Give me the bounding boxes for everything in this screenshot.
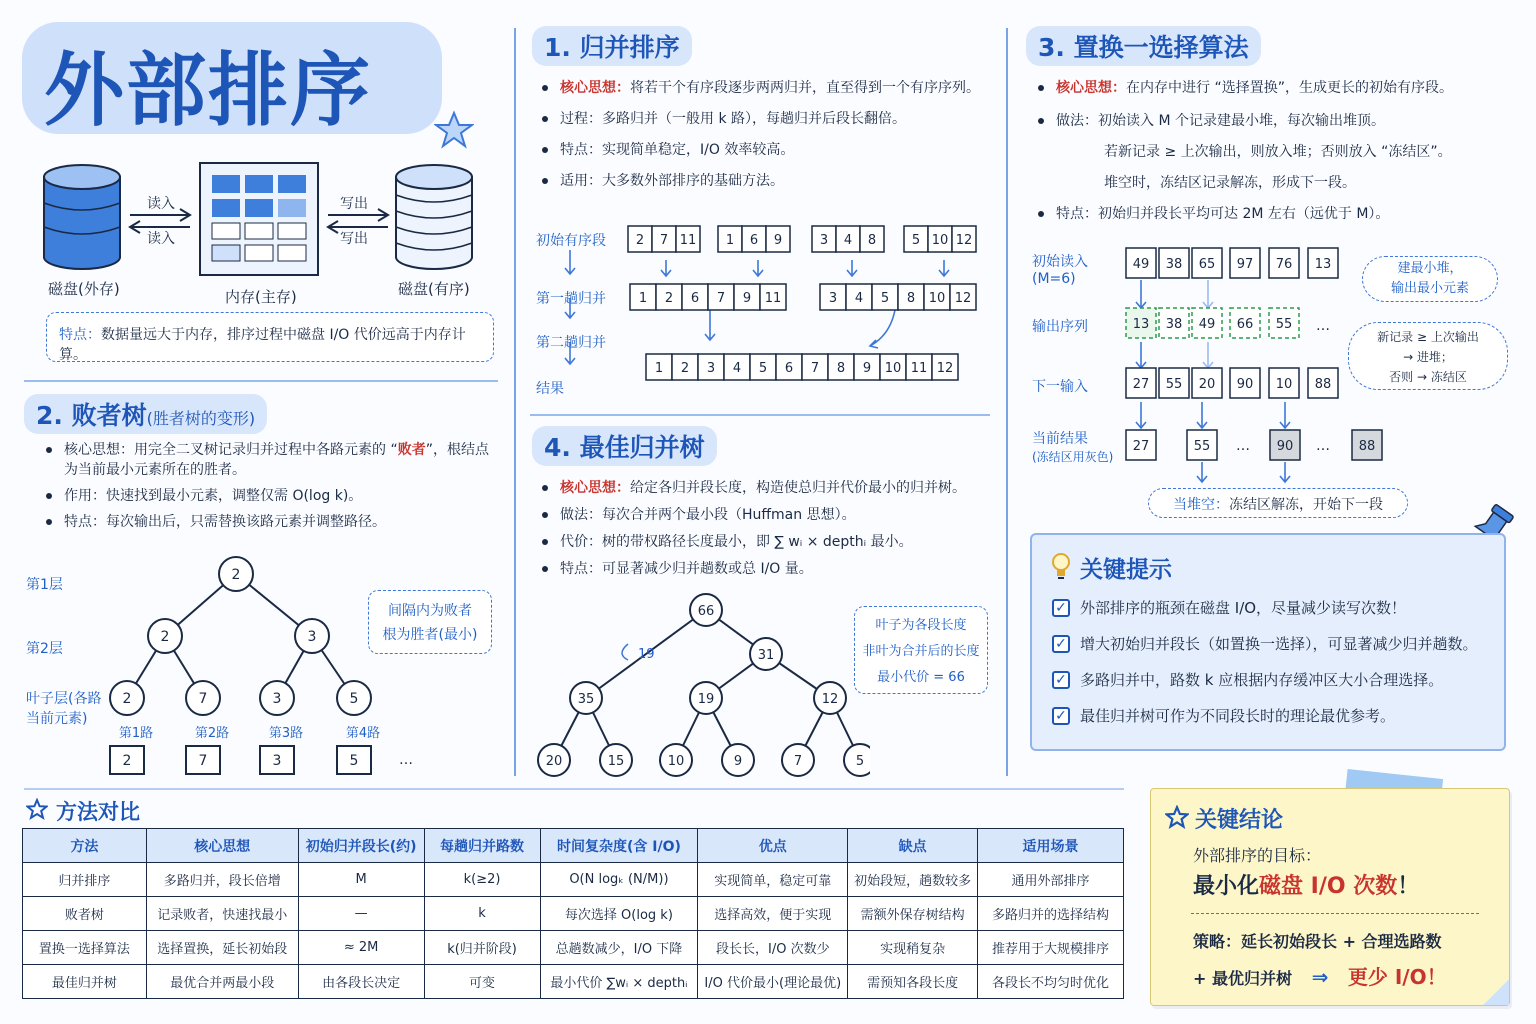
pass1-box-label: 9	[742, 291, 752, 306]
star-outline-icon	[26, 798, 48, 820]
run-box-label: 3	[819, 233, 829, 248]
tip-item: ✓ 增大初始归并段长（如置换一选择），可显著减少归并趟数。	[1052, 633, 1478, 654]
divider-middle	[530, 414, 990, 416]
conclusion-goal: 最小化磁盘 I/O 次数！	[1193, 874, 1420, 899]
pass2-box-label: 1	[654, 361, 664, 376]
route-label: 第2路	[194, 726, 230, 741]
pass1-box-label: 3	[828, 291, 838, 306]
tree-node-label: 15	[607, 754, 625, 769]
tree-node-label: 12	[821, 692, 839, 707]
route-label: 第1路	[118, 726, 154, 741]
checkbox-icon: ✓	[1052, 635, 1070, 653]
checkbox-icon: ✓	[1052, 599, 1070, 617]
column-header: 时间复杂度(含 I/O)	[540, 829, 698, 863]
divider-left-1	[24, 380, 498, 382]
rs-box-label: 10	[1275, 377, 1293, 392]
run-box-label: 10	[931, 233, 949, 248]
rs-row4-label-1: 当前结果	[1032, 431, 1088, 447]
memory-grid-icon	[200, 163, 318, 275]
list-item: 核心思想：在内存中进行 “选择置换”，生成更长的初始有序段。	[1034, 78, 1524, 98]
rs-box-label: 90	[1236, 377, 1254, 392]
replacement-title: 3. 置换一选择算法	[1026, 26, 1261, 66]
run-box-label: 5	[911, 233, 921, 248]
rs-result-box-label: 90	[1276, 439, 1294, 454]
pass2-box-label: 5	[758, 361, 768, 376]
tree-node-label: 2	[122, 691, 132, 707]
merge-row4-label: 结果	[536, 381, 564, 397]
merge-sort-bullets	[538, 78, 998, 191]
rs-row2-label: 输出序列	[1032, 319, 1088, 335]
rs-box-label: 97	[1236, 257, 1254, 272]
pass2-box-label: 11	[910, 361, 928, 376]
pass2-box-label: 9	[862, 361, 872, 376]
pass2-box-label: 7	[810, 361, 820, 376]
note-corner	[1483, 979, 1509, 1005]
pass2-box-label: 8	[836, 361, 846, 376]
run-box-label: 7	[659, 233, 669, 248]
column-header: 核心思想	[146, 829, 298, 863]
list-item: 适用：大多数外部排序的基础方法。	[538, 171, 998, 191]
rs-box-label: 55	[1165, 377, 1183, 392]
pass1-box-label: 5	[880, 291, 890, 306]
loser-tree-note: 间隔内为败者 根为胜者(最小)	[368, 590, 492, 654]
run-box-label: 2	[635, 233, 645, 248]
column-header: 优点	[698, 829, 848, 863]
merge-boxes	[628, 226, 976, 380]
conclusion-note	[1150, 788, 1510, 1006]
column-header: 适用场景	[978, 829, 1124, 863]
pass1-box-label: 10	[928, 291, 946, 306]
lightbulb-icon	[1048, 551, 1074, 581]
run-box-label: 4	[843, 233, 853, 248]
tree-node-label: 7	[793, 754, 803, 769]
route-value: 5	[349, 753, 359, 769]
pass2-box-label: 12	[936, 361, 954, 376]
pass1-box-label: 11	[764, 291, 782, 306]
run-box-label: 8	[867, 233, 877, 248]
divider-vertical-2	[1006, 28, 1008, 776]
rs-result-box-label: 27	[1132, 439, 1150, 454]
pass1-box-label: 8	[906, 291, 916, 306]
tree-node-label: 10	[667, 754, 685, 769]
tree-node-label: 3	[307, 629, 317, 645]
overview-feature-box	[46, 312, 494, 362]
column-header: 方法	[23, 829, 147, 863]
tree-node-label: 66	[697, 604, 715, 619]
rs-output-box-label: 49	[1198, 317, 1216, 332]
tree-node-label: 5	[855, 754, 865, 769]
route-value: 7	[198, 753, 208, 769]
rs-result-box-label: 55	[1193, 439, 1211, 454]
rs-box-label: 65	[1198, 257, 1216, 272]
rs-bubble-1: 建最小堆， 输出最小元素	[1362, 256, 1498, 302]
route-value: 2	[122, 753, 132, 769]
pass2-box-label: 6	[784, 361, 794, 376]
pass1-box-label: 12	[954, 291, 972, 306]
rs-box-label: 27	[1132, 377, 1150, 392]
feature-label: 特点：	[59, 327, 101, 343]
rs-ellipsis: …	[1316, 438, 1330, 454]
list-item: 特点：实现简单稳定，I/O 效率较高。	[538, 140, 998, 160]
list-item: 核心思想：给定各归并段长度，构造使总归并代价最小的归并树。	[538, 478, 998, 498]
merge-row3-label: 第二趟归并	[536, 335, 606, 351]
write-label-1: 写出	[340, 196, 368, 212]
tree-node-label: 9	[733, 754, 743, 769]
rs-row4-label-2: (冻结区用灰色)	[1032, 450, 1114, 464]
rs-boxes	[1126, 248, 1382, 460]
read-label-1: 读入	[147, 196, 175, 212]
rs-box-label: 13	[1314, 257, 1332, 272]
checkbox-icon: ✓	[1052, 671, 1070, 689]
column-header: 每趟归并路数	[424, 829, 540, 863]
tree-node-label: 19	[697, 692, 715, 707]
tree-node-label: 31	[757, 648, 775, 663]
rs-box-label: 49	[1132, 257, 1150, 272]
leaf-label-1: 叶子层(各路	[26, 691, 102, 707]
table-row: 最佳归并树 最优合并两最小段 由各段长决定 可变 最小代价 ∑wᵢ × depthᵢ I/O 代价最小(理论最优) 需预知各段长度 各段长不均匀时优化	[23, 965, 1124, 999]
tree-node-label: 7	[198, 691, 208, 707]
disk-out-icon	[396, 165, 472, 269]
tips-title: 关键提示	[1080, 557, 1172, 583]
list-item: 特点：可显著减少归并趟数或总 I/O 量。	[538, 559, 998, 579]
pass1-box-label: 2	[664, 291, 674, 306]
disk-in-label: 磁盘(外存)	[48, 280, 120, 298]
leaf-label-2: 当前元素)	[26, 711, 88, 727]
list-item: 过程：多路归并（一般用 k 路），每趟归并后段长翻倍。	[538, 109, 998, 129]
divider-bottom	[24, 788, 1124, 790]
disk-in-icon	[44, 165, 120, 269]
rs-box-label: 20	[1198, 377, 1216, 392]
conclusion-title: 关键结论	[1195, 808, 1284, 833]
pass1-box-label: 7	[716, 291, 726, 306]
conclusion-goal-label: 外部排序的目标：	[1193, 846, 1322, 865]
tree-node-label: 5	[349, 691, 359, 707]
tree-node-label: 2	[231, 567, 241, 583]
pass2-box-label: 4	[732, 361, 742, 376]
merge-sort-title: 1. 归并排序	[532, 26, 692, 66]
list-item: 核心思想：用完全二叉树记录归并过程中各路元素的 “败者”，根结点为当前最小元素所在的胜者。	[42, 440, 502, 480]
list-item: 做法：每次合并两个最小段（Huffman 思想）。	[538, 505, 998, 525]
run-box-label: 9	[773, 233, 783, 248]
optimal-tree-note: 叶子为各段长度 非叶为合并后的长度 最小代价 = 66	[854, 606, 988, 694]
pass2-box-label: 2	[680, 361, 690, 376]
loser-tree-diagram	[100, 550, 420, 790]
list-item: 若新记录 ≥ 上次输出，则放入堆；否则放入 “冻结区”。	[1104, 144, 1452, 160]
run-box-label: 11	[679, 233, 697, 248]
tip-item: ✓ 最佳归并树可作为不同段长时的理论最优参考。	[1052, 705, 1395, 726]
loser-tree-bullets	[42, 440, 502, 532]
rs-box-label: 88	[1314, 377, 1332, 392]
level1-label: 第1层	[26, 577, 63, 593]
merge-sort-diagram	[520, 220, 1000, 400]
rs-result-box-label: 88	[1358, 439, 1376, 454]
divider-vertical-1	[514, 28, 516, 776]
side-label: 19	[638, 647, 655, 662]
rs-bubble-2: 新记录 ≥ 上次输出 → 进堆； 否则 → 冻结区	[1348, 322, 1508, 390]
column-header: 初始归并段长(约)	[298, 829, 424, 863]
route-value: 3	[272, 753, 282, 769]
rs-ellipsis: …	[1236, 438, 1250, 454]
pass1-box-label: 1	[638, 291, 648, 306]
tree-node-label: 35	[577, 692, 595, 707]
route-label: 第3路	[268, 726, 304, 741]
level2-label: 第2层	[26, 641, 63, 657]
loser-tree-subtitle: (胜者树的变形)	[146, 409, 256, 428]
tree-node-label: 3	[272, 691, 282, 707]
table-row: 败者树 记录败者，快速找最小 — k 每次选择 O(log k) 选择高效，便于实现 需额外保存树结构 多路归并的选择结构	[23, 897, 1124, 931]
optimal-tree-title: 4. 最佳归并树	[532, 426, 717, 466]
tip-item: ✓ 多路归并中，路数 k 应根据内存缓冲区大小合理选择。	[1052, 669, 1443, 690]
page-title: 外部排序	[44, 44, 372, 137]
pass2-box-label: 10	[884, 361, 902, 376]
merge-row2-label: 第一趟归并	[536, 291, 606, 307]
disk-out-label: 磁盘(有序)	[398, 280, 470, 298]
table-row: 置换一选择算法 选择置换，延长初始段 ≈ 2M k(归并阶段) 总趟数减少，I/O 下降 段长长，I/O 次数少 实现稍复杂 推荐用于大规模排序	[23, 931, 1124, 965]
pass1-box-label: 6	[690, 291, 700, 306]
list-item: 特点：初始归并段长平均可达 2M 左右（远优于 M）。	[1034, 204, 1524, 224]
rs-row3-label: 下一输入	[1032, 379, 1088, 395]
rs-box-label: 38	[1165, 257, 1183, 272]
conclusion-strategy-1: 策略：延长初始段长 + 合理选路数	[1193, 932, 1442, 951]
checkbox-icon: ✓	[1052, 707, 1070, 725]
run-box-label: 12	[955, 233, 973, 248]
rs-output-box-label: 55	[1275, 317, 1293, 332]
rs-output-box-label: 66	[1236, 317, 1254, 332]
table-header-row	[23, 829, 1124, 863]
star-outline-icon	[1165, 805, 1189, 829]
list-item: 堆空时，冻结区记录解冻，形成下一段。	[1104, 175, 1356, 191]
run-box-label: 1	[725, 233, 735, 248]
read-label-2: 读入	[147, 231, 175, 247]
rs-row1-label-1: 初始读入	[1032, 254, 1088, 270]
tree-node-label: 2	[160, 629, 170, 645]
pass2-box-label: 3	[706, 361, 716, 376]
replacement-bullets	[1034, 78, 1524, 224]
loser-tree-title: 2. 败者树(胜者树的变形)	[24, 394, 267, 434]
rs-box-label: 76	[1275, 257, 1293, 272]
route-label: 第4路	[345, 726, 381, 741]
star-icon	[434, 110, 474, 150]
feature-text: 数据量远大于内存，排序过程中磁盘 I/O 代价远高于内存计算。	[59, 327, 466, 363]
tips-panel	[1030, 533, 1506, 751]
list-item: 做法：初始读入 M 个记录建最小堆，每次输出堆顶。	[1034, 111, 1524, 131]
rs-output-box-label: 13	[1132, 317, 1150, 332]
write-label-2: 写出	[340, 231, 368, 247]
tree-node-label: 20	[545, 754, 563, 769]
rs-ellipsis: …	[1316, 318, 1330, 334]
route-ellipsis: …	[399, 752, 413, 768]
list-item: 代价：树的带权路径长度最小，即 ∑ wᵢ × depthᵢ 最小。	[538, 532, 998, 552]
column-header: 缺点	[848, 829, 978, 863]
list-item: 作用：快速找到最小元素，调整仅需 O(log k)。	[42, 486, 502, 506]
run-box-label: 6	[749, 233, 759, 248]
conclusion-divider	[1191, 913, 1479, 914]
optimal-tree-diagram	[530, 590, 870, 780]
comparison-table	[22, 828, 1124, 999]
rs-bottom-box: 当堆空：冻结区解冻，开始下一段	[1148, 488, 1408, 518]
memory-label: 内存(主存)	[225, 288, 297, 306]
pass1-box-label: 4	[854, 291, 864, 306]
tip-item: ✓ 外部排序的瓶颈在磁盘 I/O，尽量减少读写次数！	[1052, 597, 1406, 618]
list-item: 特点：每次输出后，只需替换该路元素并调整路径。	[42, 512, 502, 532]
table-row: 归并排序 多路归并，段长倍增 M k(≥2) O(N logₖ (N/M)) 实现简单，稳定可靠 初始段短，趟数较多 通用外部排序	[23, 863, 1124, 897]
merge-row1-label: 初始有序段	[536, 233, 606, 249]
conclusion-strategy-2: + 最优归并树 ⇒ 更少 I/O！	[1193, 965, 1447, 989]
rs-row1-label-2: (M=6)	[1032, 271, 1076, 287]
optimal-tree-bullets	[538, 478, 998, 579]
comparison-title: 方法对比	[56, 800, 140, 824]
rs-output-box-label: 38	[1165, 317, 1183, 332]
list-item: 核心思想：将若干个有序段逐步两两归并，直至得到一个有序序列。	[538, 78, 998, 98]
